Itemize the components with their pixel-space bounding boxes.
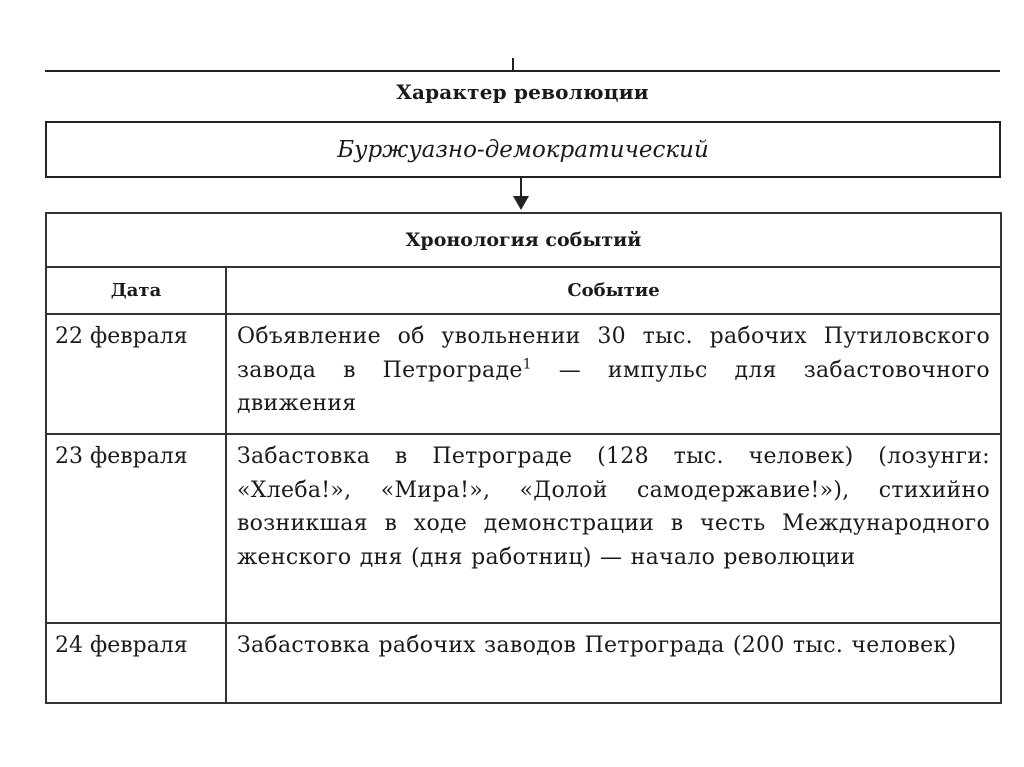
- footnote-marker: 1: [522, 356, 532, 373]
- row-event-text: Забастовка в Петрограде (128 тыс. человек) (лозунги: «Хлеба!», «Мира!», «Долой самодержавие!»), стихийно возникшая в ходе демонстрации в честь Международного женского дня (дня работниц) — начало революции: [237, 444, 990, 570]
- table-row: [46, 314, 1001, 434]
- row-event: [226, 434, 1001, 623]
- top-divider: [45, 70, 1000, 72]
- row-date: 24 февраля: [46, 623, 226, 703]
- revolution-character-title: Характер революции: [396, 80, 649, 104]
- row-event: [226, 314, 1001, 434]
- top-connector-tick: [512, 58, 514, 72]
- row-event: [226, 623, 1001, 703]
- table-row: [46, 623, 1001, 703]
- down-arrow-shaft: [520, 176, 522, 198]
- chronology-table: [45, 212, 1002, 704]
- column-header-date: Дата: [46, 267, 226, 314]
- row-event-text: Забастовка рабочих заводов Петрограда (200 тыс. человек): [237, 633, 957, 658]
- revolution-character-box: [45, 121, 1001, 178]
- column-header-event: Событие: [226, 267, 1001, 314]
- row-date: 22 февраля: [46, 314, 226, 434]
- table-row: [46, 434, 1001, 623]
- chronology-title: Хронология событий: [46, 213, 1001, 267]
- row-event-text-continued: — импульс для забастовочного движения: [237, 357, 990, 416]
- revolution-character-value: Буржуазно-демократический: [337, 136, 709, 163]
- row-event-text: Объявление об увольнении 30 тыс. рабочих Путиловского завода в Петрограде: [237, 324, 990, 383]
- row-date: 23 февраля: [46, 434, 226, 623]
- down-arrow-icon: [513, 196, 529, 210]
